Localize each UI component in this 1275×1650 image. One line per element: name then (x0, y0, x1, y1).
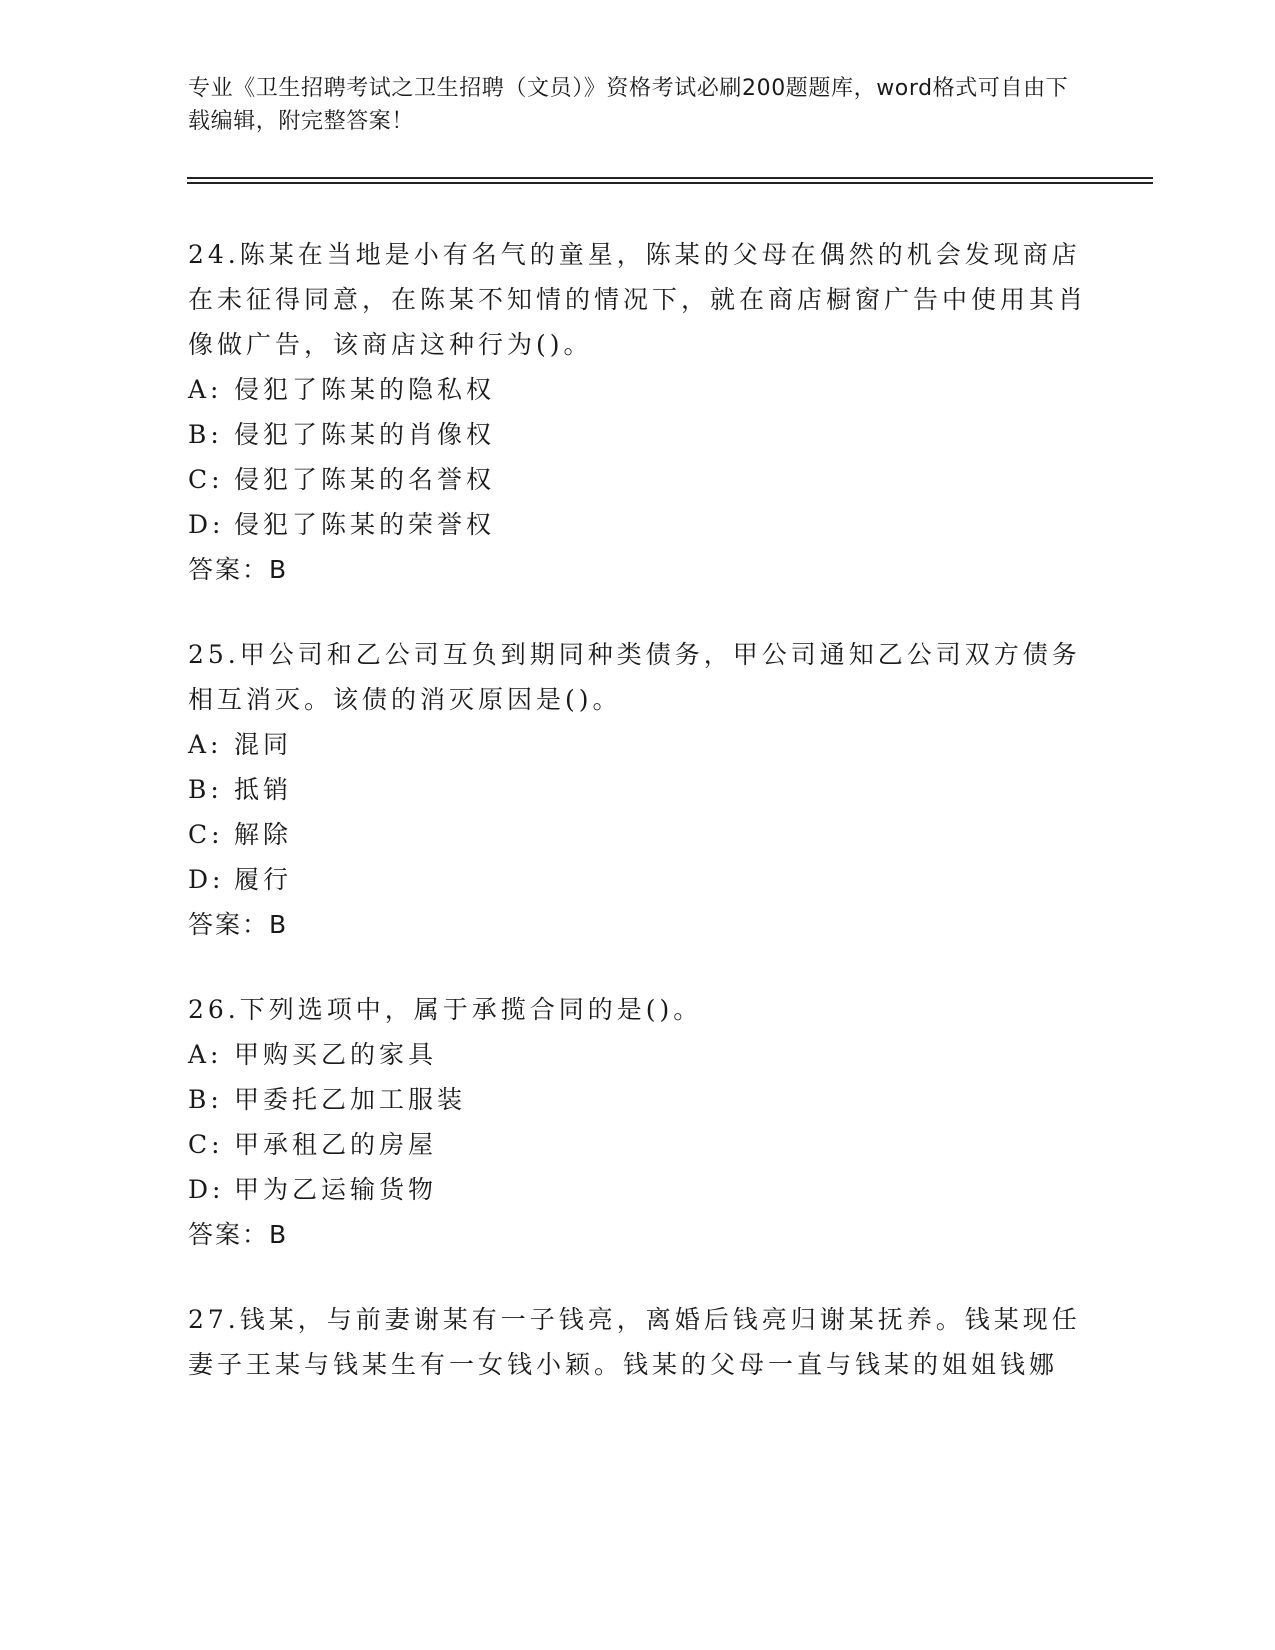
question-24 (188, 232, 1088, 592)
answer-line: 答案：B (188, 1220, 289, 1249)
answer-line: 答案：B (188, 555, 289, 584)
option-a (188, 1032, 1088, 1077)
answer-line: 答案：B (188, 910, 289, 939)
option-key: C: (188, 465, 224, 494)
option-b (188, 767, 1088, 812)
option-b (188, 1077, 1088, 1122)
option-text: 侵犯了陈某的荣誉权 (234, 510, 496, 539)
option-d (188, 1167, 1088, 1212)
option-key: A: (188, 375, 223, 404)
question-stem: 27.钱某，与前妻谢某有一子钱亮，离婚后钱亮归谢某抚养。钱某现任妻子王某与钱某生有一女钱小颖。钱某的父母一直与钱某的姐姐钱娜 (188, 1305, 1081, 1379)
option-key: A: (188, 730, 223, 759)
question-list (188, 232, 1088, 1427)
question-stem: 24.陈某在当地是小有名气的童星，陈某的父母在偶然的机会发现商店在未征得同意，在陈某不知情的情况下，就在商店橱窗广告中使用其肖像做广告，该商店这种行为()。 (188, 240, 1088, 359)
option-b (188, 412, 1088, 457)
option-text: 侵犯了陈某的名誉权 (234, 465, 496, 494)
option-d (188, 502, 1088, 547)
option-key: B: (188, 1085, 223, 1114)
option-c (188, 1122, 1088, 1167)
option-c (188, 457, 1088, 502)
option-a (188, 367, 1088, 412)
option-text: 侵犯了陈某的肖像权 (234, 420, 496, 449)
question-25 (188, 632, 1088, 947)
option-text: 抵销 (234, 775, 293, 804)
option-key: C: (188, 820, 224, 849)
option-key: D: (188, 865, 225, 894)
option-text: 甲为乙运输货物 (234, 1175, 438, 1204)
option-key: D: (188, 510, 225, 539)
option-key: D: (188, 1175, 225, 1204)
question-27 (188, 1297, 1088, 1387)
option-key: A: (188, 1040, 223, 1069)
option-key: B: (188, 775, 223, 804)
option-text: 解除 (234, 820, 293, 849)
option-d (188, 857, 1088, 902)
option-a (188, 722, 1088, 767)
option-key: B: (188, 420, 223, 449)
option-text: 混同 (234, 730, 293, 759)
option-text: 甲购买乙的家具 (234, 1040, 438, 1069)
document-header (188, 72, 1078, 138)
option-key: C: (188, 1130, 224, 1159)
option-text: 履行 (234, 865, 293, 894)
header-divider (187, 177, 1153, 184)
question-stem: 26.下列选项中，属于承揽合同的是()。 (188, 995, 703, 1024)
question-26 (188, 987, 1088, 1257)
option-c (188, 812, 1088, 857)
question-stem: 25.甲公司和乙公司互负到期同种类债务，甲公司通知乙公司双方债务相互消灭。该债的消灭原因是()。 (188, 640, 1081, 714)
option-text: 侵犯了陈某的隐私权 (234, 375, 496, 404)
option-text: 甲承租乙的房屋 (234, 1130, 438, 1159)
header-text: 专业《卫生招聘考试之卫生招聘（文员）》资格考试必刷200题题库，word格式可自由下载编辑，附完整答案！ (188, 76, 1069, 134)
option-text: 甲委托乙加工服装 (234, 1085, 467, 1114)
